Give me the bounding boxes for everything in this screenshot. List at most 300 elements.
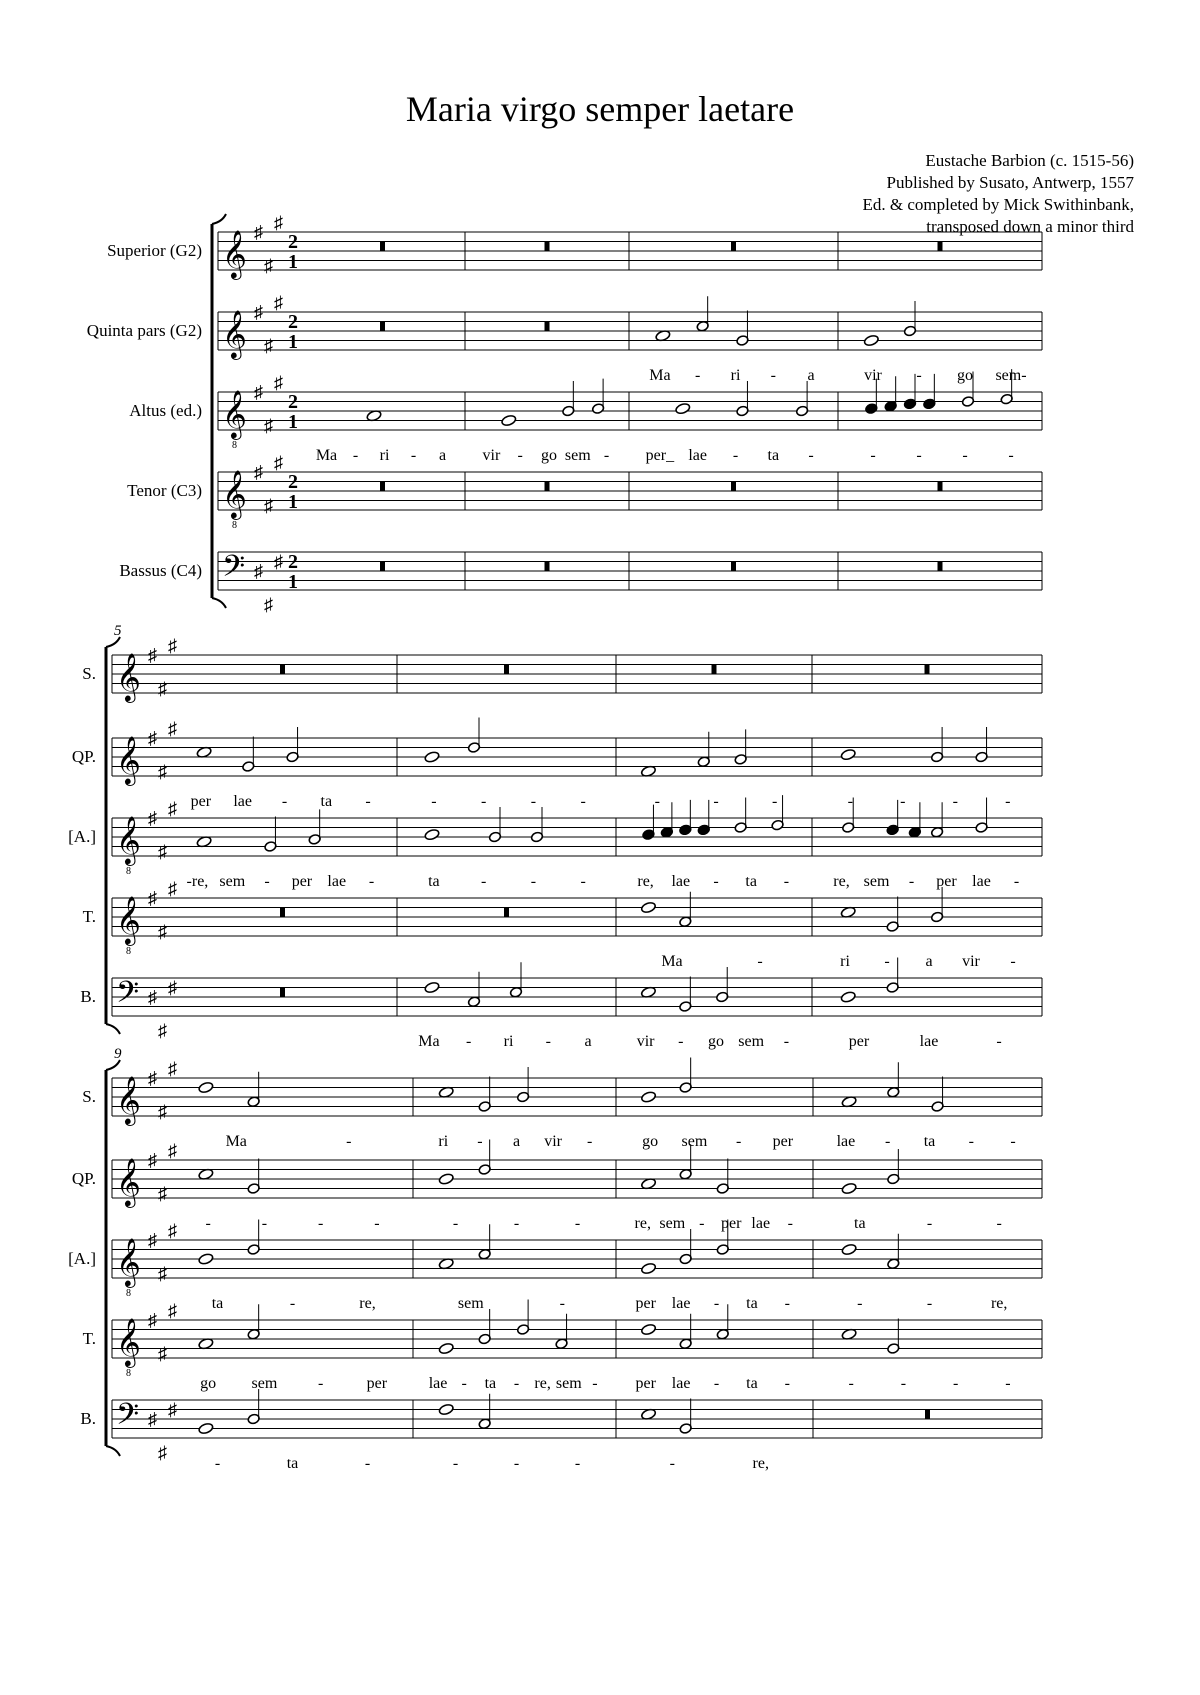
sharp-icon: ♯: [158, 1101, 167, 1122]
lyric-syllable: -: [962, 447, 968, 464]
voice-label: [A.]: [68, 827, 96, 846]
lyric-syllable: lae: [327, 873, 347, 890]
treble-clef-icon: 𝄞: [222, 232, 247, 278]
lyric-syllable: -: [735, 1133, 742, 1150]
time-signature-bottom: 1: [288, 491, 298, 513]
lyric-syllable: -: [452, 1455, 459, 1472]
sharp-icon: ♯: [274, 551, 283, 572]
lyric-syllable: -: [770, 367, 776, 384]
lyric-syllable: ta: [746, 1295, 758, 1312]
breve-rest-icon: [380, 322, 385, 332]
lyric-syllable: ta: [767, 447, 780, 464]
lyric-syllable: a: [438, 447, 447, 464]
time-signature-top: 2: [288, 391, 298, 413]
lyric-syllable: -: [926, 1215, 933, 1232]
breve-rest-icon: [504, 908, 509, 918]
lyric-syllable: go: [642, 1133, 659, 1150]
lyric-syllable: -: [480, 873, 487, 890]
lyric-syllable: ta: [286, 1455, 299, 1472]
lyric-syllable: -: [952, 793, 958, 810]
sharp-icon: ♯: [148, 1150, 157, 1170]
lyric-syllable: -: [1008, 447, 1014, 464]
lyric-syllable: ri: [438, 1133, 449, 1150]
voice-label: B.: [80, 987, 96, 1006]
lyric-syllable: per: [721, 1215, 742, 1232]
sharp-icon: ♯: [158, 1020, 167, 1041]
lyric-syllable: -: [732, 447, 739, 464]
lyric-syllable: vir: [636, 1033, 655, 1050]
lyric-syllable: per: [848, 1033, 870, 1050]
lyric-syllable: re,: [634, 1215, 651, 1232]
lyric-syllable: -: [1010, 1133, 1016, 1150]
sharp-icon: ♯: [274, 452, 283, 473]
lyric-syllable: -: [559, 1295, 565, 1312]
lyric-syllable: ta: [428, 873, 440, 890]
bracket-bottom: [212, 598, 226, 608]
lyric-syllable: lae: [671, 1295, 691, 1312]
lyric-syllable: -: [513, 1375, 520, 1392]
voice-label: [A.]: [68, 1249, 96, 1268]
lyric-syllable: -: [513, 1455, 520, 1472]
lyric-syllable: sem: [738, 1033, 765, 1050]
lyric-syllable: go: [541, 447, 557, 464]
lyric-syllable: go: [708, 1033, 724, 1050]
sharp-icon: ♯: [264, 335, 273, 356]
lyric-syllable: sem: [219, 873, 246, 890]
whole-note: [841, 1243, 857, 1256]
lyric-syllable: -: [916, 447, 922, 464]
lyric-syllable: -: [1005, 793, 1011, 810]
breve-rest-icon: [731, 242, 736, 252]
voice-label: QP.: [71, 747, 96, 766]
lyric-syllable: -: [368, 873, 375, 890]
lyric-syllable: -: [713, 1295, 720, 1312]
breve-rest-icon: [380, 242, 385, 252]
lyric-syllable: -: [772, 793, 778, 810]
credit-transposition: transposed down a minor third: [926, 217, 1134, 236]
lyric-syllable: -: [713, 873, 719, 890]
lyric-syllable: -: [848, 1375, 854, 1392]
lyric-syllable: -: [574, 1455, 581, 1472]
sharp-icon: ♯: [148, 1310, 157, 1330]
bracket-bottom: [106, 1024, 120, 1034]
voice-label: B.: [80, 1409, 96, 1428]
lyric-syllable: -: [757, 953, 763, 970]
breve-rest-icon: [938, 482, 943, 492]
sharp-icon: ♯: [158, 1442, 167, 1463]
lyric-syllable: -: [205, 1215, 211, 1232]
lyric-syllable: -: [574, 1215, 581, 1232]
credit-composer: Eustache Barbion (c. 1515-56): [925, 151, 1134, 170]
sharp-icon: ♯: [168, 1220, 177, 1241]
octave-eight-icon: 8: [126, 1368, 131, 1379]
breve-rest-icon: [380, 482, 385, 492]
lyric-syllable: -: [952, 1375, 959, 1392]
lyric-syllable: sem: [457, 1295, 484, 1312]
sharp-icon: ♯: [264, 495, 273, 516]
sharp-icon: ♯: [158, 841, 167, 862]
lyric-syllable: ta: [211, 1295, 224, 1312]
lyric-syllable: sem: [251, 1375, 278, 1392]
whole-note: [841, 1182, 857, 1195]
breve-rest-icon: [938, 242, 943, 252]
breve-rest-icon: [545, 562, 550, 572]
whole-note: [840, 748, 856, 761]
lyric-syllable: -: [783, 873, 790, 890]
lyric-syllable: sem-: [995, 367, 1027, 384]
lyric-syllable: -: [410, 447, 417, 464]
bracket-top: [212, 214, 226, 224]
lyric-syllable: -: [857, 1295, 863, 1312]
page-title: Maria virgo semper laetare: [405, 89, 795, 129]
breve-rest-icon: [380, 562, 385, 572]
breve-rest-icon: [925, 1410, 930, 1420]
sharp-icon: ♯: [168, 798, 177, 819]
sharp-icon: ♯: [148, 888, 157, 908]
sharp-icon: ♯: [254, 382, 263, 402]
lyric-syllable: -: [926, 1295, 933, 1312]
whole-note: [438, 1342, 454, 1355]
time-signature-bottom: 1: [288, 331, 298, 353]
lyric-syllable: ta: [484, 1375, 497, 1392]
credit-editor: Ed. & completed by Mick Swithinbank,: [862, 195, 1134, 214]
lyric-syllable: -: [513, 1215, 520, 1232]
sharp-icon: ♯: [168, 977, 177, 998]
breve-rest-icon: [731, 482, 736, 492]
lyric-syllable: go: [957, 367, 973, 384]
lyric-syllable: vir: [864, 367, 882, 384]
lyric-syllable: -: [784, 1295, 790, 1312]
lyric-syllable: -: [364, 1455, 371, 1472]
voice-label: Altus (ed.): [129, 401, 202, 420]
lyric-syllable: a: [512, 1133, 521, 1150]
breve-rest-icon: [731, 562, 736, 572]
lyric-syllable: ta: [923, 1133, 936, 1150]
lyric-syllable: -: [452, 1215, 459, 1232]
lyric-syllable: re,: [752, 1455, 769, 1472]
sharp-icon: ♯: [158, 921, 167, 942]
bracket-bottom: [106, 1446, 120, 1456]
sharp-icon: ♯: [168, 1399, 177, 1420]
bass-clef-icon: 𝄢: [116, 1398, 140, 1438]
treble-clef-icon: 𝄞: [116, 655, 141, 701]
voice-label: T.: [82, 1329, 96, 1348]
whole-note: [641, 1091, 657, 1104]
voice-label: S.: [82, 664, 96, 683]
sharp-icon: ♯: [254, 462, 263, 482]
lyric-syllable: -: [885, 1133, 891, 1150]
lyric-syllable: vir: [544, 1133, 562, 1150]
lyric-syllable: -: [352, 447, 359, 464]
lyric-syllable: -: [346, 1133, 352, 1150]
lyric-syllable: -: [480, 793, 487, 810]
whole-note: [438, 1173, 454, 1186]
lyric-syllable: sem: [659, 1215, 686, 1232]
lyric-syllable: ta: [746, 1375, 758, 1392]
sharp-icon: ♯: [148, 1230, 157, 1250]
sharp-icon: ♯: [168, 1300, 177, 1321]
breve-rest-icon: [280, 665, 285, 675]
lyric-syllable: ri: [840, 953, 850, 970]
sharp-icon: ♯: [148, 645, 157, 665]
lyric-syllable: -: [669, 1455, 675, 1472]
lyric-syllable: -: [580, 793, 586, 810]
breve-rest-icon: [545, 242, 550, 252]
lyric-syllable: re,: [990, 1295, 1008, 1312]
voice-label: Superior (G2): [107, 241, 202, 260]
treble-clef-icon: 𝄞: [116, 1320, 141, 1366]
lyric-syllable: -: [1005, 1375, 1011, 1392]
lyric-syllable: vir: [482, 447, 501, 464]
breve-rest-icon: [545, 482, 550, 492]
whole-note: [424, 828, 440, 841]
whole-note: [641, 1323, 657, 1336]
sharp-icon: ♯: [264, 415, 273, 436]
lyric-syllable: -: [281, 793, 288, 810]
voice-label: QP.: [71, 1169, 96, 1188]
lyric-syllable: go: [200, 1375, 217, 1392]
lyric-syllable: Ma: [225, 1133, 247, 1150]
lyric-syllable: -: [713, 1375, 720, 1392]
lyric-syllable: Ma: [661, 953, 683, 970]
lyric-syllable: -: [466, 1033, 472, 1050]
sharp-icon: ♯: [168, 718, 177, 739]
lyric-syllable: per: [190, 793, 212, 810]
lyric-syllable: ta: [745, 873, 757, 890]
lyric-syllable: -: [580, 873, 586, 890]
voice-label: Quinta pars (G2): [86, 321, 202, 340]
whole-note: [863, 334, 879, 347]
lyric-syllable: lae: [836, 1133, 856, 1150]
sharp-icon: ♯: [168, 1058, 177, 1079]
lyric-syllable: lae: [919, 1033, 939, 1050]
whole-note: [424, 751, 440, 764]
lyric-syllable: vir: [962, 953, 980, 970]
voice-label: T.: [82, 907, 96, 926]
whole-note: [840, 991, 856, 1004]
lyric-syllable: lae: [428, 1375, 448, 1392]
measure-number: 9: [114, 1046, 122, 1062]
time-signature-bottom: 1: [288, 251, 298, 273]
sharp-icon: ♯: [264, 255, 273, 276]
bass-clef-icon: 𝄢: [116, 976, 140, 1016]
lyric-syllable: -: [545, 1033, 551, 1050]
whole-note: [438, 1403, 454, 1416]
time-signature-top: 2: [288, 311, 298, 333]
lyric-syllable: -: [783, 1033, 790, 1050]
lyric-syllable: -: [678, 1033, 684, 1050]
lyric-syllable: -: [530, 793, 537, 810]
lyric-syllable: -: [916, 367, 922, 384]
lyric-syllable: -: [713, 793, 719, 810]
lyric-syllable: per: [936, 873, 957, 890]
lyric-syllable: sem: [564, 447, 591, 464]
lyric-syllable: -: [808, 447, 814, 464]
sharp-icon: ♯: [274, 372, 283, 393]
treble-clef-icon: 𝄞: [116, 738, 141, 784]
whole-note: [198, 1422, 214, 1435]
lyric-syllable: -re,: [186, 873, 209, 890]
whole-note: [641, 1262, 657, 1275]
lyric-syllable: ri: [730, 367, 741, 384]
lyric-syllable: re,: [534, 1375, 551, 1392]
lyric-syllable: -: [1013, 873, 1020, 890]
lyric-syllable: lae: [671, 1375, 691, 1392]
lyric-syllable: lae: [751, 1215, 771, 1232]
whole-note: [198, 1081, 214, 1094]
sharp-icon: ♯: [254, 302, 263, 322]
lyric-syllable: -: [847, 793, 853, 810]
lyric-syllable: per: [635, 1295, 656, 1312]
treble-clef-icon: 𝄞: [116, 1240, 141, 1286]
lyric-syllable: sem: [555, 1375, 582, 1392]
lyric-syllable: -: [530, 873, 537, 890]
octave-eight-icon: 8: [126, 866, 131, 877]
lyric-syllable: -: [695, 367, 701, 384]
lyric-syllable: lae: [671, 873, 691, 890]
treble-clef-icon: 𝄞: [116, 898, 141, 944]
octave-eight-icon: 8: [126, 946, 131, 957]
lyric-syllable: -: [477, 1133, 483, 1150]
lyric-syllable: lae: [233, 793, 253, 810]
sharp-icon: ♯: [264, 594, 273, 615]
sharp-icon: ♯: [148, 1409, 157, 1429]
lyric-syllable: per: [772, 1133, 794, 1150]
lyric-syllable: -: [900, 793, 906, 810]
sharp-icon: ♯: [158, 1183, 167, 1204]
sharp-icon: ♯: [254, 222, 263, 242]
sharp-icon: ♯: [274, 292, 283, 313]
measure-number: 5: [114, 623, 122, 639]
breve-rest-icon: [280, 988, 285, 998]
breve-rest-icon: [938, 562, 943, 572]
lyric-syllable: sem: [681, 1133, 708, 1150]
treble-clef-icon: 𝄞: [222, 392, 247, 438]
time-signature-top: 2: [288, 471, 298, 493]
voice-label: Bassus (C4): [119, 561, 202, 580]
lyric-syllable: sem: [863, 873, 890, 890]
lyric-syllable: -: [214, 1455, 221, 1472]
lyric-syllable: -: [784, 1375, 790, 1392]
lyric-syllable: -: [908, 873, 915, 890]
lyric-syllable: per: [635, 1375, 656, 1392]
whole-note: [640, 901, 656, 914]
lyric-syllable: Ma: [418, 1033, 440, 1050]
lyric-syllable: per: [366, 1375, 388, 1392]
lyric-syllable: -: [587, 1133, 593, 1150]
lyric-syllable: -: [592, 1375, 598, 1392]
sharp-icon: ♯: [168, 1140, 177, 1161]
time-signature-top: 2: [288, 551, 298, 573]
lyric-syllable: -: [365, 793, 371, 810]
breve-rest-icon: [712, 665, 717, 675]
breve-rest-icon: [504, 665, 509, 675]
lyric-syllable: -: [884, 953, 890, 970]
lyric-syllable: a: [925, 953, 933, 970]
whole-note: [675, 402, 691, 415]
lyric-syllable: -: [699, 1215, 705, 1232]
lyric-syllable: per: [291, 873, 313, 890]
sharp-icon: ♯: [168, 635, 177, 656]
breve-rest-icon: [280, 908, 285, 918]
sharp-icon: ♯: [148, 808, 157, 828]
lyric-syllable: per_: [645, 447, 675, 464]
lyric-syllable: -: [289, 1295, 296, 1312]
lyric-syllable: ri: [379, 447, 390, 464]
octave-eight-icon: 8: [232, 520, 237, 531]
lyric-syllable: -: [374, 1215, 380, 1232]
sharp-icon: ♯: [254, 561, 263, 581]
whole-note: [501, 414, 517, 427]
voice-label: S.: [82, 1087, 96, 1106]
sharp-icon: ♯: [158, 1343, 167, 1364]
time-signature-top: 2: [288, 231, 298, 253]
time-signature-bottom: 1: [288, 411, 298, 433]
treble-clef-icon: 𝄞: [222, 312, 247, 358]
lyric-syllable: -: [431, 793, 437, 810]
treble-clef-icon: 𝄞: [116, 1160, 141, 1206]
lyric-syllable: a: [584, 1033, 592, 1050]
sharp-icon: ♯: [158, 761, 167, 782]
bass-clef-icon: 𝄢: [222, 550, 246, 590]
sharp-icon: ♯: [148, 1068, 157, 1088]
sharp-icon: ♯: [148, 728, 157, 748]
lyric-syllable: -: [317, 1215, 324, 1232]
sharp-icon: ♯: [158, 678, 167, 699]
lyric-syllable: -: [996, 1033, 1002, 1050]
lyric-syllable: ta: [320, 793, 333, 810]
lyric-syllable: re,: [833, 873, 850, 890]
breve-rest-icon: [925, 665, 930, 675]
lyric-syllable: -: [787, 1215, 793, 1232]
credit-publisher: Published by Susato, Antwerp, 1557: [886, 173, 1134, 192]
lyric-syllable: lae: [688, 447, 708, 464]
treble-clef-icon: 𝄞: [116, 1078, 141, 1124]
whole-note: [424, 981, 440, 994]
lyric-syllable: -: [870, 447, 876, 464]
lyric-syllable: Ma: [315, 447, 338, 464]
lyric-syllable: a: [807, 367, 815, 384]
lyric-syllable: -: [517, 447, 523, 464]
lyric-syllable: -: [1010, 953, 1016, 970]
treble-clef-icon: 𝄞: [222, 472, 247, 518]
time-signature-bottom: 1: [288, 571, 298, 593]
lyric-syllable: -: [317, 1375, 324, 1392]
sharp-icon: ♯: [168, 878, 177, 899]
voice-label: Tenor (C3): [127, 481, 202, 500]
lyric-syllable: re,: [637, 873, 654, 890]
sharp-icon: ♯: [148, 987, 157, 1007]
whole-note: [198, 1253, 214, 1266]
lyric-syllable: -: [261, 1215, 268, 1232]
lyric-syllable: -: [461, 1375, 467, 1392]
lyric-syllable: re,: [359, 1295, 376, 1312]
sharp-icon: ♯: [274, 212, 283, 233]
lyric-syllable: -: [996, 1215, 1002, 1232]
lyric-syllable: -: [654, 793, 660, 810]
breve-rest-icon: [545, 322, 550, 332]
octave-eight-icon: 8: [126, 1288, 131, 1299]
lyric-syllable: lae: [972, 873, 991, 890]
treble-clef-icon: 𝄞: [116, 818, 141, 864]
lyric-syllable: ta: [854, 1215, 866, 1232]
lyric-syllable: -: [968, 1133, 974, 1150]
lyric-syllable: -: [603, 447, 610, 464]
lyric-syllable: -: [900, 1375, 907, 1392]
lyric-syllable: ri: [503, 1033, 514, 1050]
octave-eight-icon: 8: [232, 440, 237, 451]
lyric-syllable: -: [264, 873, 270, 890]
